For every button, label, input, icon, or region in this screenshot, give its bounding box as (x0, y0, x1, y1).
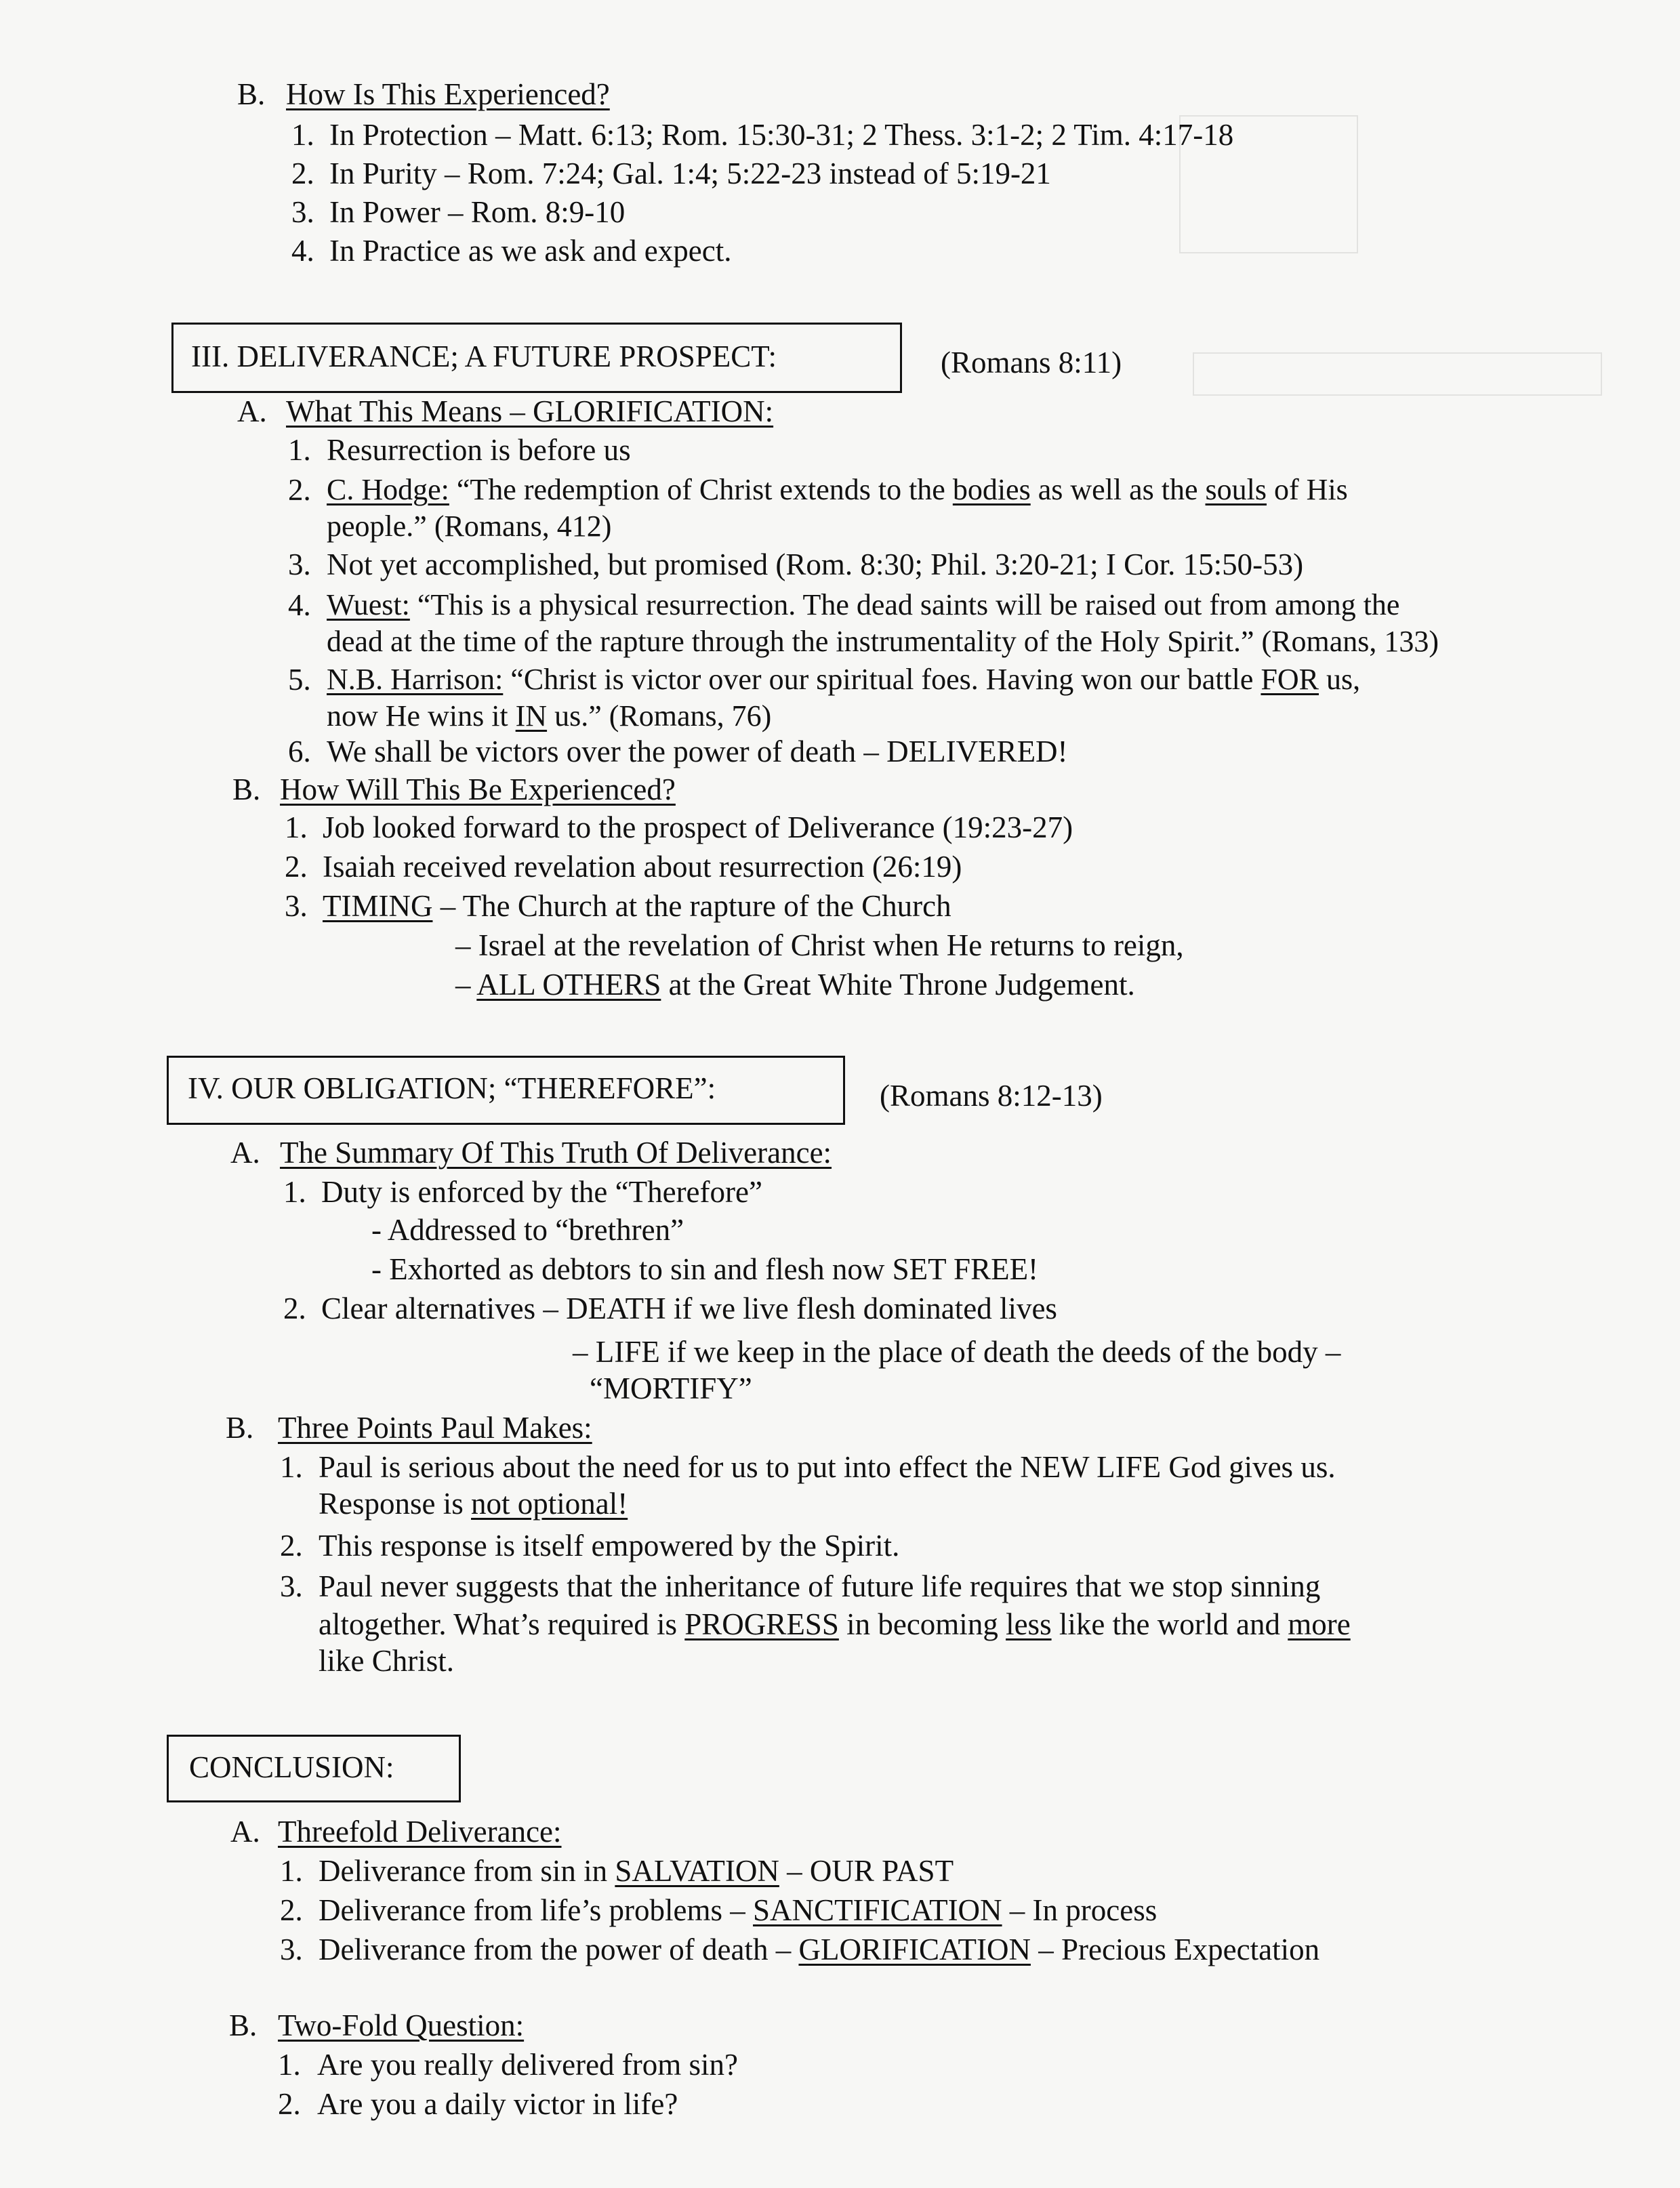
list-item: Not yet accomplished, but promised (Rom. 8:30; Phil. 3:20-21; I Cor. 15:50-53) (327, 548, 1304, 581)
quote-text: us.” (Romans, 76) (547, 699, 772, 732)
scripture-reference: (Romans 8:12-13) (880, 1079, 1103, 1113)
list-item-continuation (319, 1485, 628, 1522)
section-label: A. (237, 394, 267, 428)
list-item (319, 1853, 954, 1889)
item-number: 3. (291, 195, 314, 229)
quote-text: now He wins it (327, 699, 516, 732)
item-number: 2. (280, 1529, 303, 1563)
item-number: 2. (283, 1292, 306, 1325)
quote-author: C. Hodge: (327, 473, 449, 506)
list-item: Are you really delivered from sin? (317, 2048, 739, 2082)
alternative-line: “MORTIFY” (590, 1371, 752, 1405)
emphasis: PROGRESS (684, 1607, 839, 1641)
subsection-title: Threefold Deliverance: (278, 1815, 562, 1849)
item-number: 2. (288, 473, 311, 507)
item-number: 3. (288, 548, 311, 581)
item-text: Deliverance from the power of death – (319, 1933, 799, 1966)
conclusion-heading-box (167, 1735, 461, 1802)
quote-item (327, 661, 1360, 698)
quote-author: N.B. Harrison: (327, 663, 504, 696)
section-label: A. (230, 1136, 260, 1170)
list-item: In Protection – Matt. 6:13; Rom. 15:30-31; 2 Thess. 3:1-2; 2 Tim. 4:17-18 (329, 118, 1234, 152)
item-number: 4. (288, 588, 311, 622)
emphasis: souls (1205, 473, 1267, 506)
list-item: In Practice as we ask and expect. (329, 234, 732, 268)
list-item-continuation: like Christ. (319, 1644, 454, 1678)
list-item: Paul never suggests that the inheritance of future life requires that we stop sinning (319, 1569, 1321, 1603)
item-text: like the world and (1051, 1607, 1288, 1641)
emphasis: SANCTIFICATION (753, 1893, 1002, 1927)
emphasis: SALVATION (615, 1854, 779, 1888)
item-number: 1. (283, 1175, 306, 1209)
item-number: 1. (280, 1450, 303, 1484)
list-item (319, 1892, 1157, 1928)
bleed-through-box (1193, 352, 1602, 396)
item-number: 5. (288, 663, 311, 697)
timing-label: TIMING (323, 889, 433, 923)
item-text: – OUR PAST (779, 1854, 954, 1888)
section-heading: III. DELIVERANCE; A FUTURE PROSPECT: (191, 339, 777, 373)
list-item: Resurrection is before us (327, 433, 631, 467)
list-item: Are you a daily victor in life? (317, 2087, 678, 2121)
item-text: – Precious Expectation (1030, 1933, 1320, 1966)
list-item: Isaiah received revelation about resurrection (26:19) (323, 850, 962, 884)
item-text: Deliverance from sin in (319, 1854, 615, 1888)
emphasis: ALL OTHERS (476, 968, 661, 1002)
subsection-title: Two-Fold Question: (278, 2008, 525, 2042)
list-item: Duty is enforced by the “Therefore” (321, 1175, 762, 1209)
quote-text: “Christ is victor over our spiritual foes. Having won our battle (503, 663, 1261, 696)
emphasis: not optional! (471, 1487, 628, 1521)
section-label: A. (230, 1815, 260, 1849)
emphasis: less (1006, 1607, 1052, 1641)
subsection-title: How Is This Experienced? (286, 77, 610, 111)
item-number: 2. (280, 1893, 303, 1927)
list-item-continuation (319, 1606, 1351, 1643)
item-number: 1. (278, 2048, 301, 2082)
section-heading-box (167, 1056, 845, 1125)
subsection-title: The Summary Of This Truth Of Deliverance: (280, 1136, 832, 1170)
subsection-title: What This Means – GLORIFICATION: (286, 394, 774, 428)
quote-text: us, (1319, 663, 1361, 696)
quote-continuation (327, 698, 771, 735)
emphasis: FOR (1261, 663, 1319, 696)
list-item: Job looked forward to the prospect of Deliverance (19:23-27) (323, 810, 1073, 844)
section-label: B. (226, 1411, 254, 1445)
subsection-title: How Will This Be Experienced? (280, 772, 676, 806)
item-number: 2. (291, 157, 314, 190)
item-text: Response is (319, 1487, 471, 1521)
scripture-reference: (Romans 8:11) (941, 346, 1122, 379)
emphasis: GLORIFICATION (798, 1933, 1031, 1966)
list-item: In Purity – Rom. 7:24; Gal. 1:4; 5:22-23 instead of 5:19-21 (329, 157, 1051, 190)
timing-text: at the Great White Throne Judgement. (661, 968, 1135, 1002)
item-number: 1. (280, 1854, 303, 1888)
sub-bullet: - Exhorted as debtors to sin and flesh now SET FREE! (371, 1252, 1039, 1286)
section-heading: CONCLUSION: (189, 1750, 394, 1784)
item-number: 3. (280, 1933, 303, 1966)
quote-item (327, 587, 1399, 623)
quote-continuation: people.” (Romans, 412) (327, 510, 612, 543)
sub-bullet: - Addressed to “brethren” (371, 1213, 684, 1247)
timing-text: – (455, 968, 477, 1002)
timing-text: – The Church at the rapture of the Church (432, 889, 951, 923)
timing-line (455, 966, 1135, 1003)
item-number: 2. (285, 850, 308, 884)
list-item: Paul is serious about the need for us to put into effect the NEW LIFE God gives us. (319, 1450, 1336, 1484)
section-heading-box (171, 323, 902, 393)
list-item: We shall be victors over the power of death – DELIVERED! (327, 735, 1068, 768)
item-number: 6. (288, 735, 311, 768)
item-text: in becoming (838, 1607, 1006, 1641)
item-text: – In process (1002, 1893, 1157, 1927)
item-number: 1. (291, 118, 314, 152)
section-heading: IV. OUR OBLIGATION; “THEREFORE”: (188, 1071, 716, 1105)
quote-text: of His (1267, 473, 1348, 506)
item-text: altogether. What’s required is (319, 1607, 685, 1641)
emphasis: more (1288, 1607, 1351, 1641)
timing-line: – Israel at the revelation of Christ when He returns to reign, (455, 928, 1184, 962)
quote-continuation: dead at the time of the rapture through the instrumentality of the Holy Spirit.” (Romans, 133) (327, 625, 1439, 658)
subsection-title: Three Points Paul Makes: (278, 1411, 592, 1445)
quote-text: “This is a physical resurrection. The dead saints will be raised out from among the (409, 588, 1400, 621)
quote-item (327, 472, 1348, 508)
quote-text: “The redemption of Christ extends to the (449, 473, 953, 506)
emphasis: IN (515, 699, 548, 732)
alternative-line: – LIFE if we keep in the place of death the deeds of the body – (573, 1335, 1341, 1369)
list-item: In Power – Rom. 8:9-10 (329, 195, 626, 229)
item-number: 1. (285, 810, 308, 844)
item-number: 3. (280, 1569, 303, 1603)
emphasis: bodies (952, 473, 1031, 506)
item-number: 2. (278, 2087, 301, 2121)
list-item: Clear alternatives – DEATH if we live flesh dominated lives (321, 1292, 1057, 1325)
section-label: B. (229, 2008, 258, 2042)
section-label: B. (237, 77, 266, 111)
item-number: 4. (291, 234, 314, 268)
list-item (323, 888, 951, 924)
quote-text: as well as the (1030, 473, 1206, 506)
section-label: B. (232, 772, 261, 806)
item-number: 3. (285, 889, 308, 923)
item-number: 1. (288, 433, 311, 467)
item-text: Deliverance from life’s problems – (319, 1893, 754, 1927)
list-item: This response is itself empowered by the Spirit. (319, 1529, 900, 1563)
quote-author: Wuest: (327, 588, 410, 621)
list-item (319, 1931, 1319, 1968)
